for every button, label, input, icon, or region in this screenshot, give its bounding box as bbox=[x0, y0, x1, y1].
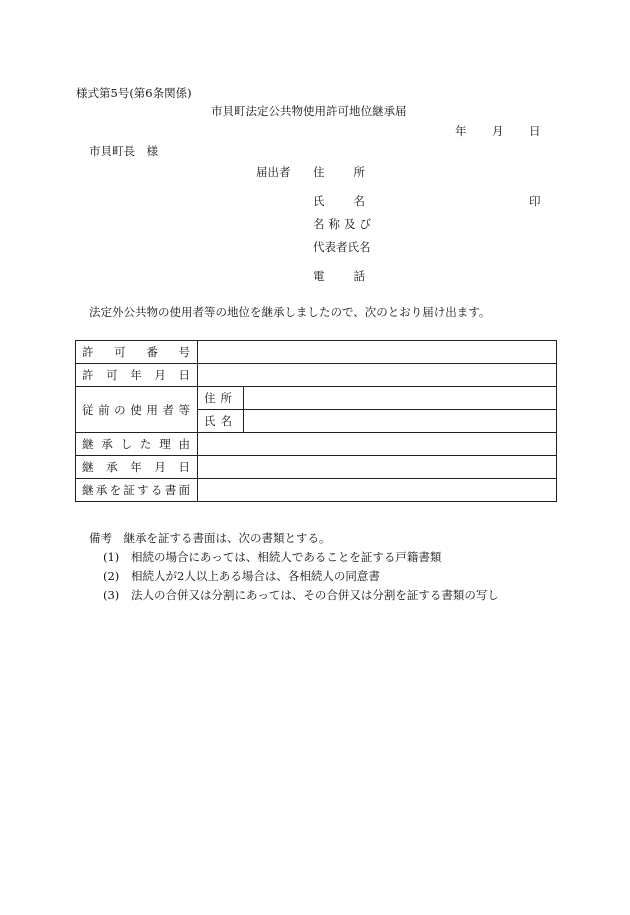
note-item-1-num: (1) bbox=[103, 550, 120, 564]
note-item-3-text: 法人の合併又は分割にあっては、その合併又は分割を証する書類の写し bbox=[131, 588, 499, 602]
address-label: 住 所 bbox=[313, 165, 367, 179]
permit-number-text: 許 可 番 号 bbox=[82, 345, 190, 359]
proof-document-text: 継 承 を 証 す る 書 面 bbox=[82, 483, 190, 497]
previous-user-text: 従 前 の 使 用 者 等 bbox=[82, 402, 190, 417]
date-year-label: 年 bbox=[455, 124, 467, 138]
table-row bbox=[76, 433, 557, 456]
permit-number-label bbox=[76, 341, 198, 364]
statement-text: 法定外公共物の使用者等の地位を継承しましたので、次のとおり届け出ます。 bbox=[89, 305, 491, 319]
proof-document-value[interactable] bbox=[198, 479, 557, 502]
corp-label-line2: 代表者氏名 bbox=[313, 240, 371, 254]
prev-name-text: 氏 名 bbox=[204, 414, 232, 428]
permit-date-value[interactable] bbox=[198, 364, 557, 387]
reason-text: 継 承 し た 理 由 bbox=[82, 437, 190, 451]
note-item-1-text: 相続の場合にあっては、相続人であることを証する戸籍書類 bbox=[131, 550, 442, 564]
prev-name-label bbox=[198, 410, 244, 433]
name-label: 氏 名 bbox=[313, 194, 367, 208]
permit-number-value[interactable] bbox=[198, 341, 557, 364]
succession-date-value[interactable] bbox=[198, 456, 557, 479]
table-row bbox=[76, 479, 557, 502]
proof-document-label bbox=[76, 479, 198, 502]
note-item-2-text: 相続人が2人以上ある場合は、各相続人の同意書 bbox=[131, 569, 380, 583]
table-row bbox=[76, 341, 557, 364]
prev-name-value[interactable] bbox=[244, 410, 557, 433]
succession-date-text: 継 承 年 月 日 bbox=[82, 460, 190, 474]
succession-date-label bbox=[76, 456, 198, 479]
note-item-3-num: (3) bbox=[103, 588, 120, 602]
table-row bbox=[76, 456, 557, 479]
addressee: 市貝町長 様 bbox=[89, 144, 158, 158]
date-month-label: 月 bbox=[492, 124, 504, 138]
phone-label: 電 話 bbox=[313, 269, 367, 283]
form-number: 様式第5号(第6条関係) bbox=[76, 86, 192, 100]
corp-label-line1: 名称及び bbox=[313, 217, 375, 231]
notes-heading: 備考 継承を証する書面は、次の書類とする。 bbox=[89, 531, 331, 545]
table-row bbox=[76, 364, 557, 387]
note-item-2-num: (2) bbox=[103, 569, 120, 583]
permit-date-label bbox=[76, 364, 198, 387]
prev-address-text: 住 所 bbox=[204, 391, 232, 405]
page-title: 市貝町法定公共物使用許可地位継承届 bbox=[211, 104, 407, 118]
permit-date-text: 許 可 年 月 日 bbox=[82, 368, 190, 382]
prev-address-label bbox=[198, 387, 244, 410]
prev-address-value[interactable] bbox=[244, 387, 557, 410]
reason-label bbox=[76, 433, 198, 456]
date-day-label: 日 bbox=[529, 124, 541, 138]
seal-mark: 印 bbox=[529, 194, 541, 208]
applicant-label: 届出者 bbox=[256, 165, 291, 179]
succession-table bbox=[75, 340, 557, 502]
reason-value[interactable] bbox=[198, 433, 557, 456]
table-row bbox=[76, 387, 557, 410]
previous-user-label bbox=[76, 387, 198, 433]
